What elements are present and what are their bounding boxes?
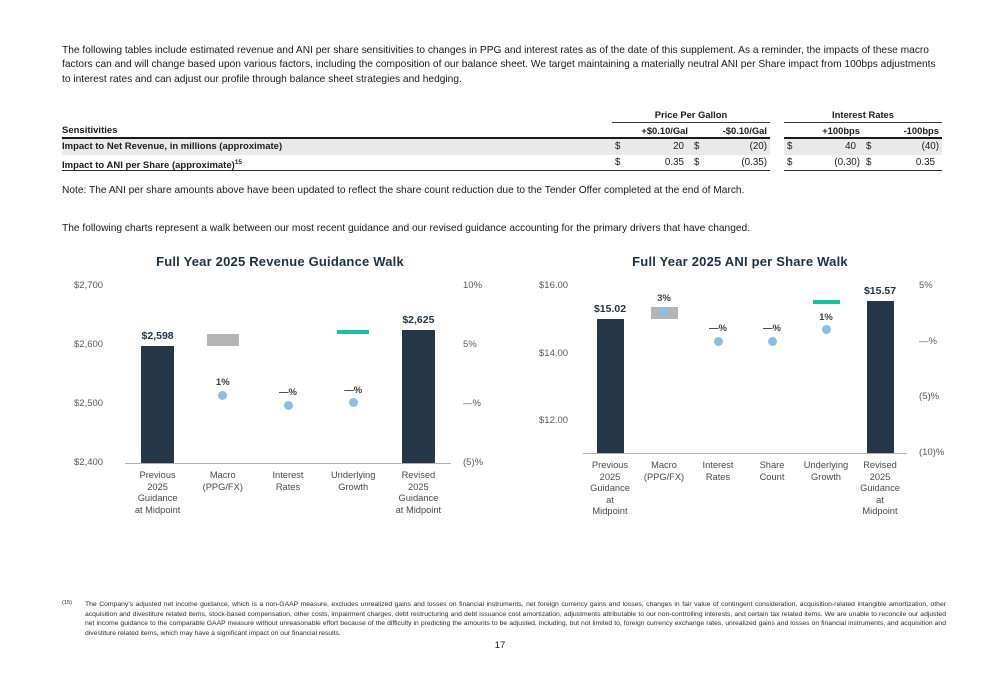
percent-label: —% bbox=[709, 323, 727, 335]
table-value-cell bbox=[612, 139, 691, 155]
waterfall-bar bbox=[867, 301, 894, 453]
page-number: 17 bbox=[494, 640, 506, 651]
data-point-dot bbox=[768, 337, 777, 346]
table-value-cell bbox=[863, 139, 942, 155]
table-row-header: Sensitivities bbox=[62, 123, 612, 139]
currency-symbol: $ bbox=[787, 141, 793, 152]
data-point-dot bbox=[284, 401, 293, 410]
cell-value: (20) bbox=[749, 141, 767, 152]
table-value-cell bbox=[691, 155, 770, 171]
left-axis-tick-label: $16.00 bbox=[539, 280, 569, 291]
footnote-marker: (15) bbox=[62, 600, 72, 606]
table-value-cell bbox=[784, 139, 863, 155]
bar-value-label: $2,625 bbox=[402, 314, 435, 327]
table-row-label: Impact to Net Revenue, in millions (approximate) bbox=[62, 139, 612, 155]
table-group-header-row bbox=[62, 107, 942, 123]
ani-per-share-walk-chart bbox=[525, 252, 980, 542]
right-axis-tick-label: 10% bbox=[463, 280, 483, 291]
percent-label: —% bbox=[279, 387, 297, 399]
category-label: Underlying Growth bbox=[330, 470, 376, 492]
table-column-gap bbox=[770, 123, 784, 139]
currency-symbol: $ bbox=[866, 141, 872, 152]
category-label: Revised 2025 Guidance at Midpoint bbox=[860, 460, 900, 516]
cell-value: 20 bbox=[673, 141, 684, 152]
chart-title: Full Year 2025 ANI per Share Walk bbox=[632, 254, 848, 269]
delta-bar bbox=[207, 334, 240, 346]
table-column-gap bbox=[770, 139, 784, 155]
currency-symbol: $ bbox=[615, 157, 621, 168]
category-label: Interest Rates bbox=[702, 460, 734, 482]
table-group-label: Interest Rates bbox=[784, 107, 942, 123]
right-axis-tick-label: 5% bbox=[919, 280, 933, 291]
table-value-cell bbox=[784, 155, 863, 171]
cell-value: (0.30) bbox=[834, 157, 860, 168]
table-value-cell bbox=[612, 155, 691, 171]
revenue-guidance-walk-chart bbox=[60, 252, 505, 542]
table-row bbox=[62, 155, 942, 171]
currency-symbol: $ bbox=[615, 141, 621, 152]
chart-title: Full Year 2025 Revenue Guidance Walk bbox=[156, 254, 404, 269]
table-column-gap bbox=[770, 107, 784, 123]
left-axis-tick-label: $2,600 bbox=[74, 339, 104, 350]
category-label: Macro (PPG/FX) bbox=[643, 460, 685, 482]
percent-label: —% bbox=[344, 384, 363, 396]
data-point-dot bbox=[714, 337, 723, 346]
percent-label: —% bbox=[763, 323, 781, 335]
left-axis-tick-label: $2,700 bbox=[74, 280, 104, 291]
currency-symbol: $ bbox=[787, 157, 793, 168]
table-column-header: -$0.10/Gal bbox=[691, 123, 770, 139]
table-column-header: +100bps bbox=[784, 123, 863, 139]
data-point-dot bbox=[660, 308, 669, 317]
category-label: Previous 2025 Guidance at Midpoint bbox=[590, 460, 630, 516]
category-label: Interest Rates bbox=[272, 470, 304, 492]
currency-symbol: $ bbox=[694, 157, 700, 168]
bar-value-label: $15.57 bbox=[863, 284, 897, 297]
cell-value: (0.35) bbox=[741, 157, 767, 168]
right-axis-tick-label: —% bbox=[919, 335, 937, 347]
data-point-dot bbox=[822, 325, 831, 334]
cell-value: (40) bbox=[921, 141, 939, 152]
currency-symbol: $ bbox=[866, 157, 872, 168]
footnote-text: The Company's adjusted net income guidance, which is a non-GAAP measure, excludes unrealized gains and losses on financial instruments, net foreign currency gains and losses, changes in fair value of contingent consideration, acquisition-related intangible amortization, other acquisition and divestiture related items, stock-based compensation, other costs, impairment charges, debt restructuring and debt issuance cost amortization, adjustments attributable to our non-controlling interests, and certain tax related items. We are unable to reconcile our adjusted net income guidance to the comparable GAAP measure without unreasonable effort because of the difficulty in predicting the amounts to be adjusted, including, but not limited to, foreign currency exchange rates, unrealized gains and losses on financial instruments, and acquisition and divestiture related items, which may have a significant impact on our financial results. bbox=[85, 601, 946, 637]
sensitivities-table bbox=[62, 107, 942, 171]
table-row bbox=[62, 139, 942, 155]
waterfall-bar bbox=[141, 346, 174, 463]
table-group-label: Price Per Gallon bbox=[612, 107, 770, 123]
left-axis-tick-label: $2,500 bbox=[74, 398, 104, 409]
data-point-dot bbox=[349, 398, 358, 407]
right-axis-tick-label: (5)% bbox=[463, 457, 484, 468]
left-axis-tick-label: $12.00 bbox=[539, 415, 569, 427]
percent-label: 1% bbox=[215, 377, 230, 389]
category-label: Previous 2025 Guidance at Midpoint bbox=[134, 470, 181, 515]
table-value-cell bbox=[863, 155, 942, 171]
right-axis-tick-label: —% bbox=[463, 398, 481, 409]
left-axis-tick-label: $14.00 bbox=[539, 347, 569, 359]
left-axis-tick-label: $2,400 bbox=[74, 457, 104, 468]
cell-value: 0.35 bbox=[664, 157, 684, 168]
cell-value: 40 bbox=[845, 141, 856, 152]
bar-value-label: $2,598 bbox=[141, 330, 174, 343]
table-header-row bbox=[62, 123, 942, 139]
footnote bbox=[62, 600, 946, 638]
data-point-dot bbox=[218, 391, 227, 400]
waterfall-bar bbox=[402, 330, 435, 463]
percent-label: 1% bbox=[819, 311, 833, 323]
subtotal-marker bbox=[337, 330, 370, 334]
currency-symbol: $ bbox=[694, 141, 700, 152]
right-axis-tick-label: (10)% bbox=[919, 447, 945, 458]
category-label: Share Count bbox=[759, 460, 785, 482]
table-group-spacer bbox=[62, 107, 612, 123]
bar-value-label: $15.02 bbox=[593, 303, 627, 316]
charts-intro-text: The following charts represent a walk between our most recent guidance and our revised guidance accounting for the primary drivers that have changed. bbox=[62, 223, 751, 234]
percent-label: 3% bbox=[657, 292, 671, 304]
right-axis-tick-label: (5)% bbox=[919, 391, 940, 403]
waterfall-bar bbox=[597, 319, 624, 453]
category-label: Macro (PPG/FX) bbox=[202, 470, 243, 492]
table-column-header: +$0.10/Gal bbox=[612, 123, 691, 139]
table-column-header: -100bps bbox=[863, 123, 942, 139]
note-text: Note: The ANI per share amounts above have been updated to reflect the share count reduction due to the Tender Offer completed at the end of March. bbox=[62, 185, 745, 196]
subtotal-marker bbox=[813, 300, 840, 304]
table-value-cell bbox=[691, 139, 770, 155]
right-axis-tick-label: 5% bbox=[463, 339, 477, 350]
table-column-gap bbox=[770, 155, 784, 171]
cell-value: 0.35 bbox=[915, 157, 935, 168]
table-row-label: Impact to ANI per Share (approximate)$^{15}$ bbox=[62, 155, 612, 171]
intro-paragraph: The following tables include estimated revenue and ANI per share sensitivities to changes in PPG and interest rates as of the date of this supplement. As a reminder, the impacts of these macro factors can and will change based upon various factors, including the composition of our balance sheet. We target maintaining a materially neutral ANI per Share impact from 100bps adjustments to interest rates and can adjust our profile through balance sheet strategies and hedging. bbox=[62, 45, 936, 85]
category-label: Underlying Growth bbox=[803, 460, 849, 482]
category-label: Revised 2025 Guidance at Midpoint bbox=[395, 470, 442, 515]
